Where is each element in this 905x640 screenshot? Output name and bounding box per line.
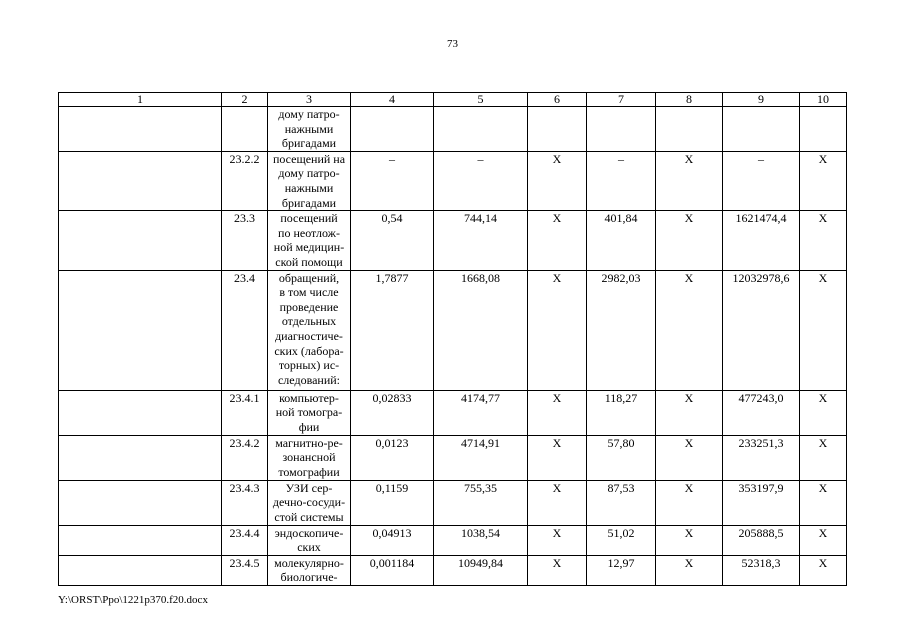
table-cell-c6: Х: [528, 390, 587, 435]
cell-line: ной медицин-: [273, 240, 345, 255]
table-cell-c5: 755,35: [434, 480, 528, 525]
table-row: [59, 211, 847, 270]
table-cell-c8: Х: [656, 390, 723, 435]
table-cell-c5: 4714,91: [434, 435, 528, 480]
table-cell-c2: 23.4.4: [222, 525, 268, 555]
table-cell-c8: Х: [656, 555, 723, 585]
cell-line: ских (лабора-: [274, 343, 344, 358]
table-cell-c1: [59, 151, 222, 210]
header-cell: 3: [268, 93, 351, 107]
table-cell-c7: 87,53: [587, 480, 656, 525]
table-cell-c9: 12032978,6: [723, 270, 800, 390]
header-cell: 8: [656, 93, 723, 107]
cell-line: томографии: [278, 464, 340, 479]
table-cell-c9: –: [723, 151, 800, 210]
table-cell-c7: [587, 107, 656, 152]
cell-line: зонансной: [282, 450, 336, 465]
table-cell-c6: Х: [528, 525, 587, 555]
cell-line: компьютер-: [279, 390, 339, 405]
table-cell-c2: [222, 107, 268, 152]
table-cell-c7: 57,80: [587, 435, 656, 480]
header-cell: 1: [59, 93, 222, 107]
header-cell: 2: [222, 93, 268, 107]
table-row: [59, 151, 847, 210]
table-cell-c4: 0,0123: [351, 435, 434, 480]
table-cell-c7: 401,84: [587, 211, 656, 270]
table-cell-c6: Х: [528, 435, 587, 480]
table-cell-c5: [434, 107, 528, 152]
cell-line: дому патро-: [278, 107, 340, 121]
table-cell-c4: 0,02833: [351, 390, 434, 435]
table-row: [59, 270, 847, 390]
cell-line: следований:: [277, 372, 341, 387]
data-table: [58, 92, 847, 586]
cell-line: фии: [298, 419, 320, 434]
cell-line: УЗИ сер-: [285, 480, 333, 495]
cell-line: ской помощи: [275, 254, 343, 269]
table-cell-c1: [59, 480, 222, 525]
table-cell-c10: Х: [800, 151, 847, 210]
table-cell-c3: [268, 107, 351, 152]
table-cell-c2: 23.4.5: [222, 555, 268, 585]
table-cell-c3: [268, 525, 351, 555]
page-number: 73: [447, 38, 458, 50]
table-cell-c8: Х: [656, 270, 723, 390]
table-cell-c1: [59, 525, 222, 555]
cell-line: обращений,: [278, 270, 340, 285]
cell-line: в том числе: [279, 285, 339, 300]
table-cell-c4: 0,04913: [351, 525, 434, 555]
cell-line: эндоскопиче-: [274, 525, 344, 540]
table-cell-c4: [351, 107, 434, 152]
table-cell-c10: Х: [800, 390, 847, 435]
header-cell: 6: [528, 93, 587, 107]
table-cell-c7: 51,02: [587, 525, 656, 555]
table-cell-c10: Х: [800, 211, 847, 270]
table-cell-c10: Х: [800, 525, 847, 555]
cell-line: дому патро-: [278, 166, 340, 181]
header-cell: 7: [587, 93, 656, 107]
table-cell-c2: 23.2.2: [222, 151, 268, 210]
cell-line: отдельных: [281, 314, 337, 329]
header-cell: 10: [800, 93, 847, 107]
table-cell-c6: Х: [528, 151, 587, 210]
table-cell-c6: [528, 107, 587, 152]
table-cell-c6: Х: [528, 270, 587, 390]
table-cell-c4: 1,7877: [351, 270, 434, 390]
cell-line: магнитно-ре-: [275, 435, 343, 450]
table-row: [59, 390, 847, 435]
header-cell: 4: [351, 93, 434, 107]
table-cell-c10: Х: [800, 555, 847, 585]
table-cell-c4: 0,54: [351, 211, 434, 270]
cell-line: проведение: [279, 299, 339, 314]
table-cell-c1: [59, 555, 222, 585]
table-cell-c3: [268, 480, 351, 525]
table-cell-c1: [59, 435, 222, 480]
table-cell-c7: 12,97: [587, 555, 656, 585]
table-cell-c3: [268, 390, 351, 435]
table-cell-c4: –: [351, 151, 434, 210]
table-cell-c9: 205888,5: [723, 525, 800, 555]
table-cell-c2: 23.4.2: [222, 435, 268, 480]
table-row: [59, 555, 847, 585]
table-cell-c1: [59, 107, 222, 152]
table-cell-c10: [800, 107, 847, 152]
table-cell-c10: Х: [800, 270, 847, 390]
cell-line: торных) ис-: [278, 358, 340, 373]
cell-line: стой системы: [274, 509, 344, 524]
table-cell-c4: 0,001184: [351, 555, 434, 585]
cell-line: ских: [297, 540, 321, 555]
table-cell-c2: 23.4.3: [222, 480, 268, 525]
cell-line: посещений: [280, 211, 338, 226]
table-cell-c8: [656, 107, 723, 152]
table-cell-c9: 1621474,4: [723, 211, 800, 270]
table-cell-c1: [59, 390, 222, 435]
table-cell-c3: [268, 211, 351, 270]
table-cell-c4: 0,1159: [351, 480, 434, 525]
table-cell-c1: [59, 211, 222, 270]
table-cell-c3: [268, 555, 351, 585]
table-cell-c7: –: [587, 151, 656, 210]
table-cell-c7: 2982,03: [587, 270, 656, 390]
table-cell-c10: Х: [800, 435, 847, 480]
table-row: [59, 480, 847, 525]
cell-line: молекулярно-: [274, 555, 344, 570]
table-cell-c2: 23.4: [222, 270, 268, 390]
table-row: [59, 435, 847, 480]
cell-line: по неотлож-: [278, 225, 340, 240]
table-cell-c9: 233251,3: [723, 435, 800, 480]
cell-line: бригадами: [281, 195, 337, 210]
table-cell-c6: Х: [528, 555, 587, 585]
table-cell-c2: 23.4.1: [222, 390, 268, 435]
table-cell-c9: [723, 107, 800, 152]
cell-line: ной томогра-: [275, 405, 343, 420]
table-cell-c9: 52318,3: [723, 555, 800, 585]
cell-line: посещений на: [272, 151, 346, 166]
header-cell: 5: [434, 93, 528, 107]
table-cell-c5: –: [434, 151, 528, 210]
table-row: [59, 525, 847, 555]
table-row: [59, 107, 847, 152]
table-cell-c8: Х: [656, 435, 723, 480]
table-cell-c5: 4174,77: [434, 390, 528, 435]
table-cell-c2: 23.3: [222, 211, 268, 270]
table-cell-c8: Х: [656, 211, 723, 270]
table-cell-c5: 10949,84: [434, 555, 528, 585]
table-cell-c8: Х: [656, 525, 723, 555]
cell-line: дечно-сосуди-: [272, 495, 346, 510]
table-cell-c8: Х: [656, 151, 723, 210]
cell-line: нажными: [284, 180, 334, 195]
table-cell-c3: [268, 435, 351, 480]
table-cell-c10: Х: [800, 480, 847, 525]
table-cell-c1: [59, 270, 222, 390]
table-cell-c5: 1668,08: [434, 270, 528, 390]
table-cell-c5: 1038,54: [434, 525, 528, 555]
header-row: [59, 93, 847, 107]
table-cell-c8: Х: [656, 480, 723, 525]
table-cell-c5: 744,14: [434, 211, 528, 270]
header-cell: 9: [723, 93, 800, 107]
table-cell-c7: 118,27: [587, 390, 656, 435]
footer-file-path: Y:\ORST\Ppo\1221p370.f20.docx: [58, 594, 208, 606]
cell-line: биологиче-: [280, 570, 338, 585]
cell-line: диагностиче-: [275, 328, 343, 343]
cell-line: нажными: [284, 121, 334, 136]
table-cell-c9: 353197,9: [723, 480, 800, 525]
table-cell-c3: [268, 151, 351, 210]
table-cell-c6: Х: [528, 480, 587, 525]
table-cell-c9: 477243,0: [723, 390, 800, 435]
table-cell-c6: Х: [528, 211, 587, 270]
cell-line: бригадами: [281, 136, 337, 151]
table-cell-c3: [268, 270, 351, 390]
